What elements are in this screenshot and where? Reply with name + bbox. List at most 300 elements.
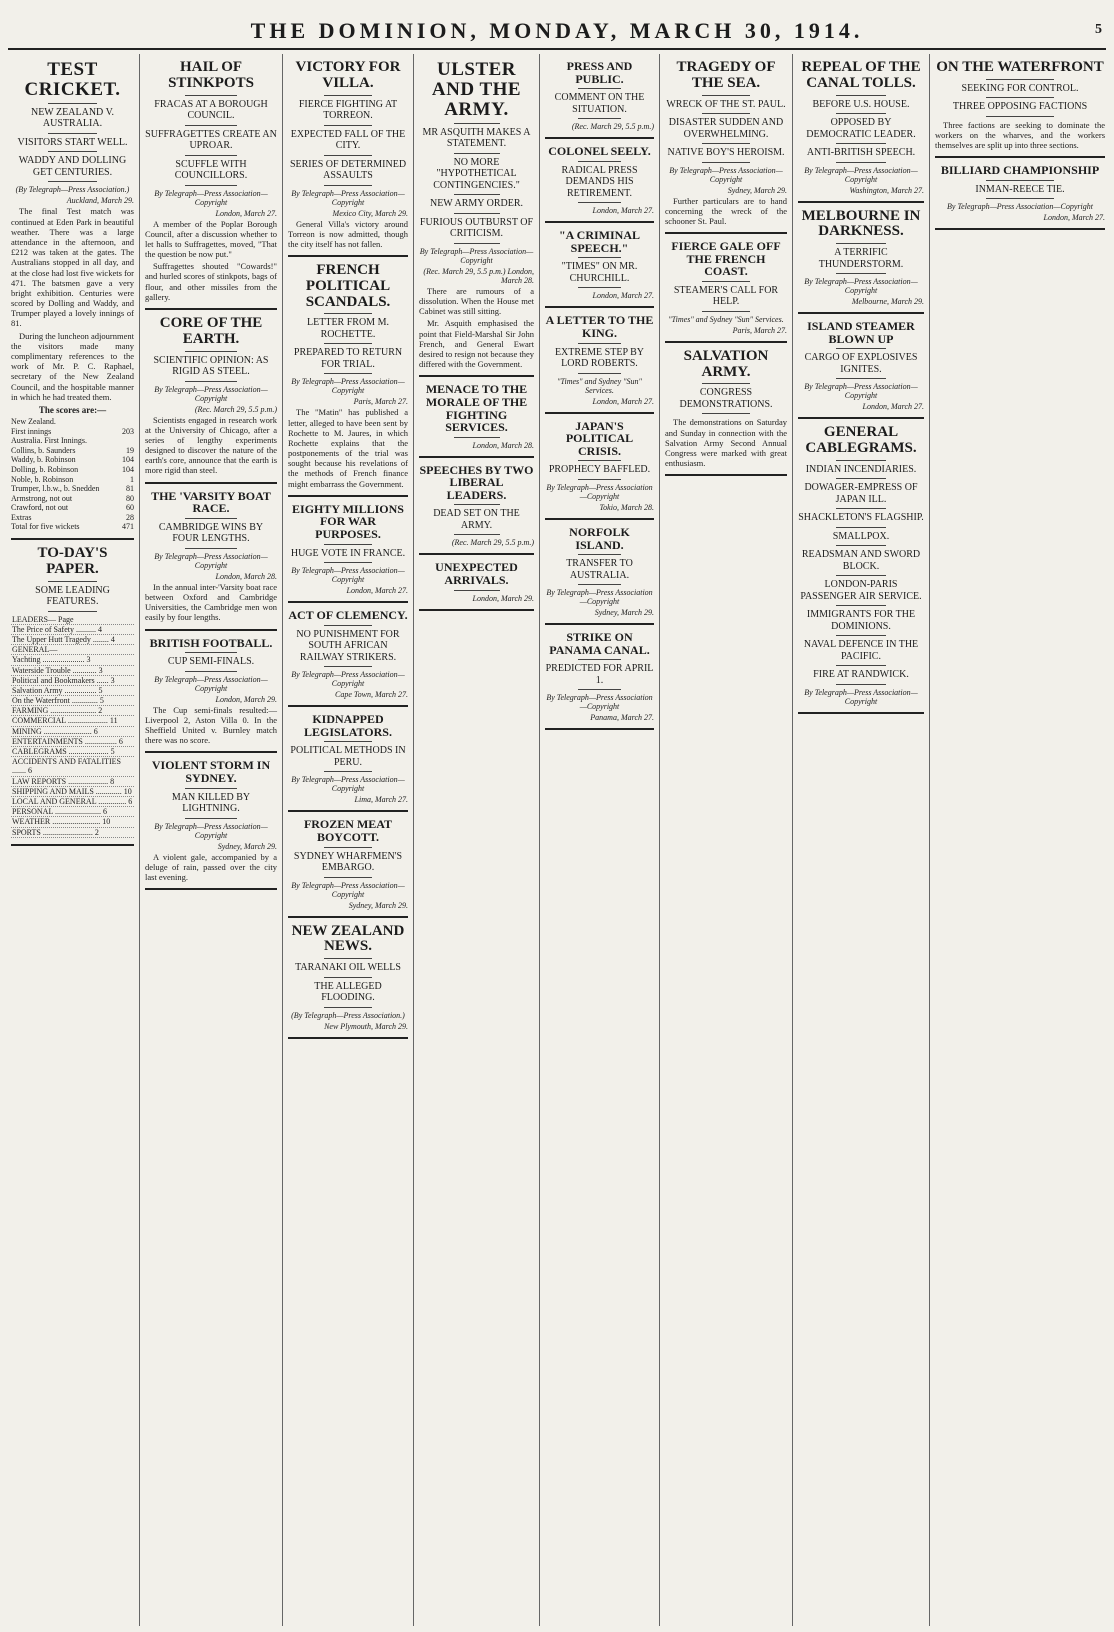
deck-rule xyxy=(324,155,372,156)
article-dateline: London, March 27. xyxy=(346,586,408,596)
contents-item: LEADERS— Page xyxy=(11,615,134,625)
deck-rule xyxy=(185,652,238,653)
article-headline: VIOLENT STORM IN SYDNEY. xyxy=(151,758,271,785)
article-deck: THE ALLEGED FLOODING. xyxy=(314,980,382,1004)
deck-rule xyxy=(578,118,622,119)
article-headline: NORFOLK ISLAND. xyxy=(569,524,630,552)
page-number: 5 xyxy=(1095,22,1102,37)
article-divider xyxy=(288,601,408,603)
article xyxy=(419,561,534,602)
article-deck: SHACKLETON'S FLAGSHIP. xyxy=(798,512,924,524)
article-divider xyxy=(419,609,534,611)
deck-rule xyxy=(185,548,238,549)
article-paragraph: In the annual inter-'Varsity boat race between Oxford and Cambridge Universities, the Cambridge men won easily by four lengths. xyxy=(145,581,277,623)
contents-item: LOCAL AND GENERAL .............. 6 xyxy=(12,796,133,806)
article xyxy=(798,320,924,411)
article-divider xyxy=(665,474,787,476)
score-row xyxy=(11,427,134,437)
score-label: Australia. First Innings. xyxy=(11,436,87,446)
article-divider xyxy=(288,705,408,707)
deck-rule xyxy=(48,581,97,582)
deck-rule xyxy=(986,198,1054,199)
article xyxy=(288,818,408,909)
article-divider xyxy=(545,306,654,308)
article-deck: MR ASQUITH MAKES A STATEMENT. xyxy=(422,126,531,150)
deck-rule xyxy=(578,287,622,288)
deck-rule xyxy=(324,958,372,959)
deck-rule xyxy=(702,95,751,96)
deck-rule xyxy=(454,243,500,244)
article-headline: A LETTER TO THE KING. xyxy=(545,313,654,341)
article-headline: TEST CRICKET. xyxy=(24,59,121,100)
article xyxy=(545,631,654,722)
deck-rule xyxy=(454,534,500,535)
article-paragraph: General Villa's victory around Torreon is now admitted, though the city itself has not fallen. xyxy=(288,218,408,249)
article-deck: READSMAN AND SWORD BLOCK. xyxy=(801,549,921,572)
deck-rule xyxy=(836,460,886,461)
deck-rule xyxy=(578,343,622,344)
score-row xyxy=(11,484,134,494)
contents-item: ACCIDENTS AND FATALITIES ....... 6 xyxy=(11,757,134,776)
contents-item: Waterside Trouble ............ 3 xyxy=(11,666,134,676)
article-divider xyxy=(545,728,654,730)
deck-rule xyxy=(986,97,1054,98)
deck-rule xyxy=(185,185,238,186)
article-deck: DISASTER SUDDEN AND OVERWHELMING. xyxy=(668,117,784,140)
article-dateline: Sydney, March 29. xyxy=(217,841,277,851)
deck-rule xyxy=(702,311,751,312)
article-headline: PRESS AND PUBLIC. xyxy=(566,59,633,86)
article-dateline: (Rec. March 29, 5.5 p.m.) xyxy=(194,404,277,414)
article-dateline: Sydney, March 29. xyxy=(727,185,787,195)
score-value: 28 xyxy=(126,512,134,522)
article-deck: NATIVE BOY'S HEROISM. xyxy=(667,147,785,158)
article-credit: By Telegraph—Press Association—Copyright xyxy=(669,165,783,184)
article xyxy=(145,316,277,476)
deck-rule xyxy=(324,313,372,314)
article-deck: LETTER FROM M. ROCHETTE. xyxy=(307,317,389,340)
contents-item: COMMERCIAL .................... 11 xyxy=(11,716,134,726)
deck-rule xyxy=(324,771,372,772)
article-divider xyxy=(665,232,787,234)
article xyxy=(798,425,924,706)
score-row xyxy=(11,465,134,475)
article xyxy=(665,349,787,468)
score-value: 80 xyxy=(126,493,134,503)
article-dateline: Paris, March 27. xyxy=(353,397,408,407)
deck-rule xyxy=(836,273,886,274)
score-label: Dolling, b. Robinson xyxy=(11,464,79,474)
deck-rule xyxy=(48,181,97,182)
article xyxy=(288,263,408,489)
contents-item: SPORTS ......................... 2 xyxy=(11,828,134,838)
contents-item: ENTERTAINMENTS ................ 6 xyxy=(11,737,134,747)
deck-rule xyxy=(324,1007,372,1008)
article-headline: FRENCH POLITICAL SCANDALS. xyxy=(305,262,391,310)
score-row xyxy=(11,522,134,532)
article-headline: MELBOURNE IN DARKNESS. xyxy=(801,207,921,240)
article-headline: GENERAL CABLEGRAMS. xyxy=(805,424,917,456)
article-deck: IMMIGRANTS FOR THE DOMINIONS. xyxy=(806,609,916,632)
article-headline: "A CRIMINAL SPEECH." xyxy=(559,228,640,255)
article-credit: By Telegraph—Press Association—Copyright xyxy=(804,277,918,295)
score-label: Noble, b. Robinson xyxy=(11,474,74,484)
score-label: Total for five wickets xyxy=(11,522,80,532)
deck-rule xyxy=(324,877,372,878)
score-value: 81 xyxy=(126,484,134,494)
article-deck: COMMENT ON THE SITUATION. xyxy=(554,92,645,115)
article-credit: By Telegraph—Press Association—Copyright xyxy=(546,482,653,501)
article-divider xyxy=(419,456,534,458)
deck-rule xyxy=(836,605,886,606)
deck-rule xyxy=(836,665,886,666)
article-paragraph: Mr. Asquith emphasised the point that Field-Marshal Sir John French, and General Ewart desired to resign not because they differed with the Government. xyxy=(419,318,534,370)
article-divider xyxy=(545,518,654,520)
deck-rule xyxy=(578,659,622,660)
contents-item: GENERAL— xyxy=(11,645,134,655)
article-headline: ULSTER AND THE ARMY. xyxy=(431,59,522,120)
article-dateline: Melbourne, March 29. xyxy=(851,297,924,306)
article-deck: OPPOSED BY DEMOCRATIC LEADER. xyxy=(806,117,916,140)
deck-rule xyxy=(836,143,886,144)
article-headline: FIERCE GALE OFF THE FRENCH COAST. xyxy=(671,239,781,279)
article-deck: CAMBRIDGE WINS BY FOUR LENGTHS. xyxy=(158,521,264,545)
score-value: 60 xyxy=(126,503,134,513)
article-deck: "TIMES" ON MR. CHURCHILL. xyxy=(561,261,638,284)
deck-rule xyxy=(578,257,622,258)
column-5 xyxy=(540,54,660,1626)
article-credit: By Telegraph—Press Association—Copyright xyxy=(154,674,268,693)
article-divider xyxy=(288,810,408,812)
article-headline: ISLAND STEAMER BLOWN UP xyxy=(807,319,915,346)
deck-rule xyxy=(185,671,238,672)
article-deck: VISITORS START WELL. xyxy=(17,136,128,148)
contents-item: The Upper Hutt Tragedy ........ 4 xyxy=(11,635,134,645)
deck-rule xyxy=(836,508,886,509)
masthead xyxy=(0,0,1114,52)
article xyxy=(145,490,277,623)
article-paragraph: There are rumours of a dissolution. When the House met Cabinet was still sitting. xyxy=(419,285,534,317)
article-deck: SUFFRAGETTES CREATE AN UPROAR. xyxy=(145,128,277,151)
scores-heading: The scores are:— xyxy=(38,404,107,415)
contents-item: CABLEGRAMS .................... 5 xyxy=(11,747,134,757)
deck-rule xyxy=(836,162,886,163)
deck-rule xyxy=(578,479,622,480)
article-deck: NO PUNISHMENT FOR SOUTH AFRICAN RAILWAY STRIKERS. xyxy=(296,628,400,663)
column-4 xyxy=(414,54,540,1626)
article-headline: REPEAL OF THE CANAL TOLLS. xyxy=(801,59,921,91)
column-2 xyxy=(140,54,283,1626)
article-paragraph: The Cup semi-finals resulted:— Liverpool 2, Aston Villa 0. In the Sheffield United v. Burnley match there was no score. xyxy=(145,704,277,746)
masthead-rule xyxy=(8,48,1106,50)
article xyxy=(145,759,277,882)
article-paragraph: Scientists engaged in research work at the University of Chicago, after a series of lengthy experiments designed to discover the nature of the earth's core, announce that the earth is more rigid than steel. xyxy=(145,414,277,476)
article-divider xyxy=(145,308,277,310)
article-divider xyxy=(145,888,277,890)
article-deck: PREDICTED FOR APRIL 1. xyxy=(545,663,654,686)
deck-rule xyxy=(702,162,751,163)
deck-rule xyxy=(324,125,372,126)
article-divider xyxy=(11,538,134,540)
article-divider xyxy=(288,1037,408,1039)
article-deck: MAN KILLED BY LIGHTNING. xyxy=(171,791,251,815)
article-deck: SCUFFLE WITH COUNCILLORS. xyxy=(174,158,248,181)
score-value: 471 xyxy=(122,522,134,532)
contents-item: WEATHER ........................ 10 xyxy=(11,817,134,827)
deck-rule xyxy=(185,155,238,156)
deck-rule xyxy=(185,381,238,382)
article-headline: KIDNAPPED LEGISLATORS. xyxy=(304,712,392,739)
deck-rule xyxy=(324,95,372,96)
deck-rule xyxy=(48,611,97,612)
article-divider xyxy=(145,482,277,484)
deck-rule xyxy=(324,544,372,545)
deck-rule xyxy=(702,281,751,282)
contents-item: LAW REPORTS .................... 8 xyxy=(11,777,134,787)
article-headline: NEW ZEALAND NEWS. xyxy=(291,922,405,955)
article-deck: NAVAL DEFENCE IN THE PACIFIC. xyxy=(803,639,919,662)
score-label: Armstrong, not out xyxy=(11,493,73,503)
article-headline: CORE OF THE EARTH. xyxy=(159,315,263,347)
deck-rule xyxy=(578,584,622,585)
article-dateline: (Rec. March 29, 5.5 p.m.) xyxy=(451,538,534,548)
column-1 xyxy=(6,54,140,1626)
deck-rule xyxy=(454,153,500,154)
deck-rule xyxy=(836,527,886,528)
article xyxy=(545,145,654,215)
article xyxy=(419,60,534,369)
article-dateline: London, March 29. xyxy=(472,593,534,603)
article-divider xyxy=(145,629,277,631)
article-deck: THREE OPPOSING FACTIONS xyxy=(952,101,1088,113)
deck-rule xyxy=(48,133,97,134)
deck-rule xyxy=(836,635,886,636)
article-paragraph: The demonstrations on Saturday and Sunday in connection with the Salvation Army Second Annual Congress were marked with great enthusiasm. xyxy=(665,417,787,469)
article-headline: FROZEN MEAT BOYCOTT. xyxy=(303,817,393,844)
deck-rule xyxy=(454,437,500,438)
article xyxy=(545,526,654,617)
article-dateline: London, March 27. xyxy=(215,208,277,218)
article-deck: NO MORE "HYPOTHETICAL CONTINGENCIES." xyxy=(433,156,520,191)
article xyxy=(545,60,654,131)
deck-rule xyxy=(836,378,886,379)
deck-rule xyxy=(324,373,372,374)
article-deck: CUP SEMI-FINALS. xyxy=(167,656,255,668)
article-deck: ANTI-BRITISH SPEECH. xyxy=(806,147,916,158)
score-row xyxy=(11,494,134,504)
column-8 xyxy=(930,54,1110,1626)
score-row xyxy=(11,417,134,427)
article-divider xyxy=(288,255,408,257)
article-credit: By Telegraph—Press Association—Copyright xyxy=(419,246,534,265)
article-credit: By Telegraph—Press Association—Copyright xyxy=(291,377,405,396)
deck-rule xyxy=(324,666,372,667)
deck-rule xyxy=(185,351,238,352)
article-credit: By Telegraph—Press Association—Copyright xyxy=(291,670,405,689)
article-divider xyxy=(798,312,924,314)
article-divider xyxy=(545,221,654,223)
article xyxy=(419,464,534,548)
article-headline: TO-DAY'S PAPER. xyxy=(37,545,108,577)
article-deck: INMAN-REECE TIE. xyxy=(975,183,1065,195)
score-row xyxy=(11,475,134,485)
article xyxy=(288,609,408,699)
article-headline: MENACE TO THE MORALE OF THE FIGHTING SERVICES. xyxy=(425,382,528,435)
article-dateline: Washington, March 27. xyxy=(849,185,924,195)
article-headline: UNEXPECTED ARRIVALS. xyxy=(435,560,518,588)
article-dateline: New Plymouth, March 29. xyxy=(324,1021,408,1031)
article-paragraph: During the luncheon adjournment the visitors made many complimentary references to the work of Mr. P. C. Raphael, secretary of the New Zealand Council, and the hospitable manner in which he had treated them. xyxy=(11,330,134,402)
column-6 xyxy=(660,54,793,1626)
masthead-title: THE DOMINION, MONDAY, MARCH 30, 1914. xyxy=(250,18,864,43)
article-deck: CONGRESS DEMONSTRATIONS. xyxy=(679,387,773,410)
deck-rule xyxy=(454,504,500,505)
score-row xyxy=(11,436,134,446)
article-credit: By Telegraph—Press Association—Copyright xyxy=(154,821,268,840)
article-divider xyxy=(545,623,654,625)
article xyxy=(11,546,134,838)
article-deck: SEEKING FOR CONTROL. xyxy=(961,82,1079,94)
deck-rule xyxy=(454,590,500,591)
score-value: 19 xyxy=(126,445,134,455)
article-divider xyxy=(798,712,924,714)
score-row xyxy=(11,513,134,523)
deck-rule xyxy=(324,562,372,563)
contents-item: PERSONAL ....................... 6 xyxy=(11,807,134,817)
article xyxy=(11,60,134,532)
article-headline: SALVATION ARMY. xyxy=(683,347,769,380)
deck-rule xyxy=(836,95,886,96)
article-deck: RADICAL PRESS DEMANDS HIS RETIREMENT. xyxy=(561,164,638,199)
article-dateline: Mexico City, March 29. xyxy=(332,208,408,218)
contents-item: On the Waterfront ............. 5 xyxy=(11,696,134,706)
deck-rule xyxy=(324,977,372,978)
score-label: Trumper, l.b.w., b. Snedden xyxy=(11,484,100,494)
article-headline: THE 'VARSITY BOAT RACE. xyxy=(151,488,271,516)
article-deck: A TERRIFIC THUNDERSTORM. xyxy=(818,247,904,270)
score-value: 104 xyxy=(122,464,134,474)
article-headline: HAIL OF STINKPOTS xyxy=(168,59,254,91)
article-headline: SPEECHES BY TWO LIBERAL LEADERS. xyxy=(419,462,534,502)
article-credit: By Telegraph—Press Association—Copyright xyxy=(154,188,268,207)
deck-rule xyxy=(454,194,500,195)
article-deck: BEFORE U.S. HOUSE. xyxy=(812,98,910,110)
article-headline: BILLIARD CHAMPIONSHIP xyxy=(940,163,1100,178)
article-divider xyxy=(935,228,1105,230)
article-divider xyxy=(419,375,534,377)
article-dateline: London, March 27. xyxy=(1043,213,1105,223)
article-divider xyxy=(11,844,134,846)
article-deck: WRECK OF THE ST. PAUL. xyxy=(666,98,786,110)
article-paragraph: The "Matin" has published a letter, alleged to have been sent by Rochette to M. Jaures, in which Rochette explains that the postponements of the trial was sought because his revelations of the methods of French finance might embarrass the Government. xyxy=(288,407,408,489)
article-divider xyxy=(288,916,408,918)
article-dateline: Paris, March 27. xyxy=(732,325,787,335)
contents-item: SHIPPING AND MAILS ............. 10 xyxy=(11,787,134,797)
article xyxy=(798,60,924,195)
article-deck: DOWAGER-EMPRESS OF JAPAN ILL. xyxy=(804,482,918,505)
deck-rule xyxy=(578,460,622,461)
article-dateline: London, March 28. xyxy=(472,440,534,450)
article-paragraph: Further particulars are to hand concerning the wreck of the schooner St. Paul. xyxy=(665,195,787,226)
deck-rule xyxy=(986,180,1054,181)
article-divider xyxy=(545,412,654,414)
article-credit: By Telegraph—Press Association—Copyright xyxy=(804,165,918,184)
deck-rule xyxy=(836,243,886,244)
deck-rule xyxy=(986,79,1054,80)
article-deck: SMALLPOX. xyxy=(832,530,890,542)
score-value: 203 xyxy=(122,426,134,436)
article-deck: FIRE AT RANDWICK. xyxy=(813,669,909,681)
article xyxy=(545,420,654,512)
score-label: First innings xyxy=(11,426,52,436)
score-label: Collins, b. Saunders xyxy=(11,445,76,455)
article-deck: SYDNEY WHARFMEN'S EMBARGO. xyxy=(293,850,403,874)
score-row xyxy=(11,446,134,456)
deck-rule xyxy=(836,545,886,546)
article-credit: "Times" and Sydney "Sun" Services. xyxy=(668,314,784,324)
article-credit: By Telegraph—Press Association—Copyright xyxy=(546,588,653,607)
article-deck: PREPARED TO RETURN FOR TRIAL. xyxy=(293,347,403,370)
score-label: New Zealand. xyxy=(11,416,56,426)
article xyxy=(545,314,654,405)
deck-rule xyxy=(324,741,372,742)
article xyxy=(145,637,277,746)
article-dateline: (Rec. March 29, 5.5 p.m.) xyxy=(571,122,654,132)
article xyxy=(935,60,1105,150)
article-deck: TARANAKI OIL WELLS xyxy=(295,962,401,974)
article-deck: FRACAS AT A BOROUGH COUNCIL. xyxy=(154,98,268,121)
article-paragraph: A member of the Poplar Borough Council, after a discussion whether to let halls to Suffragettes, moved, "That the question be now put." xyxy=(145,218,277,260)
article-paragraph: Suffragettes shouted "Cowards!" and hurled scores of stinkpots, bags of flour, and other missiles from the gallery. xyxy=(145,261,277,302)
article-deck: PROPHECY BAFFLED. xyxy=(548,464,651,476)
article-deck: SOME LEADING FEATURES. xyxy=(35,584,110,608)
article-dateline: London, March 27. xyxy=(592,291,654,301)
article-paragraph: The final Test match was continued at Eden Park in beautiful weather. There was a large attendance in the afternoon, and £212 was taken at the gates. The Australians stopped in all day, and at the close had lost five wickets for 471. The batsmen gave a very bright exhibition. Centuries were scored by Dolling and Waddy, and Trumper played a lovely innings of 81. xyxy=(11,206,134,329)
deck-rule xyxy=(702,383,751,384)
article-divider xyxy=(665,341,787,343)
article-deck: DEAD SET ON THE ARMY. xyxy=(433,508,520,531)
article-headline: ACT OF CLEMENCY. xyxy=(288,608,408,623)
deck-rule xyxy=(578,161,622,162)
article-deck: NEW ARMY ORDER. xyxy=(429,198,524,210)
article-credit: By Telegraph—Press Association—Copyright xyxy=(291,880,405,899)
article-credit: By Telegraph—Press Association—Copyright xyxy=(291,188,405,207)
deck-rule xyxy=(324,625,372,626)
score-value: 1 xyxy=(130,474,134,484)
article-deck: SERIES OF DETERMINED ASSAULTS xyxy=(289,158,407,181)
article-credit: (By Telegraph—Press Association.) xyxy=(15,185,130,195)
article-credit: "Times" and Sydney "Sun" Services. xyxy=(557,376,642,395)
article-dateline: Auckland, March 29. xyxy=(66,196,134,206)
column-3 xyxy=(283,54,414,1626)
article-deck: TRANSFER TO AUSTRALIA. xyxy=(566,558,633,581)
article xyxy=(798,209,924,307)
score-value: 104 xyxy=(122,455,134,465)
article-divider xyxy=(288,495,408,497)
deck-rule xyxy=(578,554,622,555)
deck-rule xyxy=(578,88,622,89)
article-dateline: London, March 27. xyxy=(862,402,924,412)
article-headline: VICTORY FOR VILLA. xyxy=(295,59,401,91)
article-deck: NEW ZEALAND V. AUSTRALIA. xyxy=(30,106,115,130)
article-dateline: Panama, March 27. xyxy=(590,713,654,723)
article-credit: By Telegraph—Press Association—Copyright xyxy=(154,551,268,570)
article xyxy=(288,60,408,249)
article-dateline: Sydney, March 29. xyxy=(594,608,654,618)
article-headline: ON THE WATERFRONT xyxy=(936,59,1104,75)
deck-rule xyxy=(48,103,97,104)
article-divider xyxy=(798,417,924,419)
